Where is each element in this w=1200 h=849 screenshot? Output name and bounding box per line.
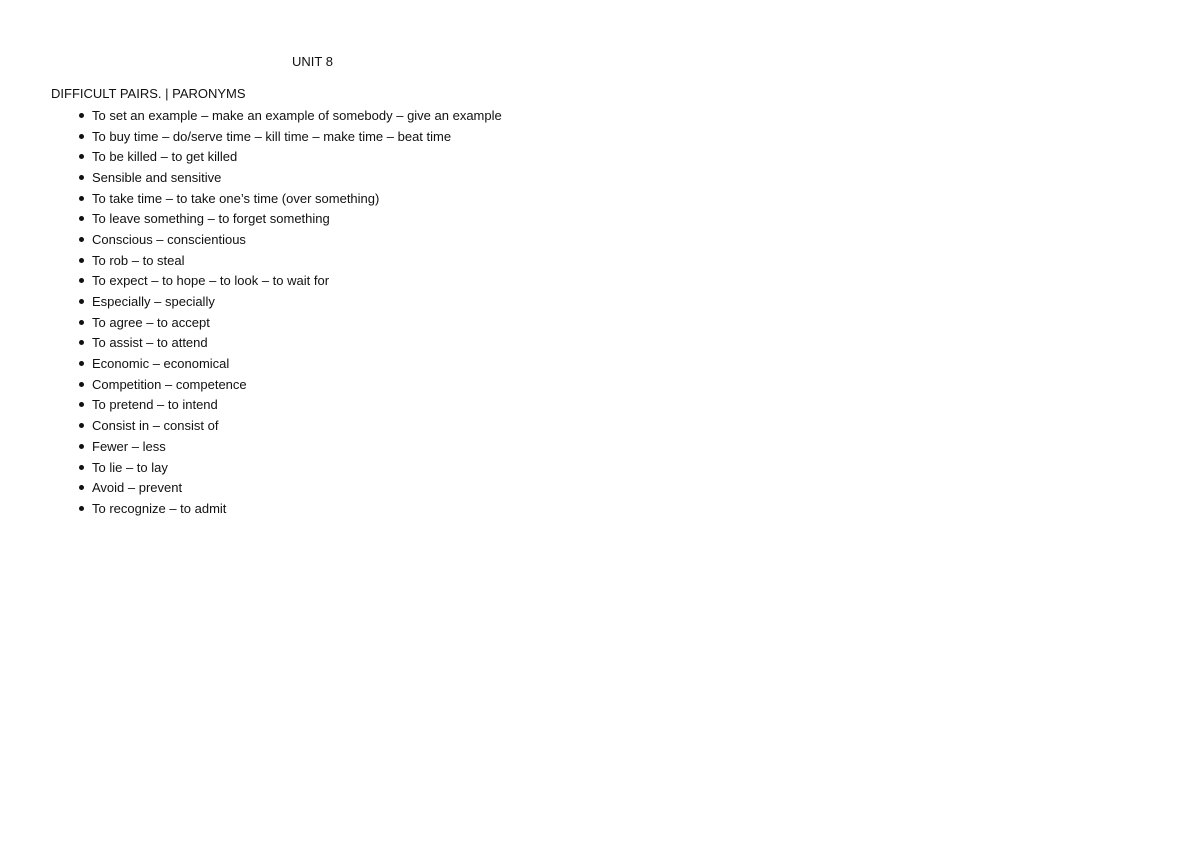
list-item [79, 333, 502, 354]
unit-title: UNIT 8 [292, 54, 333, 69]
list-item [79, 271, 502, 292]
list-item-text: Especially – specially [92, 294, 215, 310]
list-item-text: To be killed – to get killed [92, 149, 238, 165]
bullet-icon [79, 134, 84, 139]
bullet-icon [79, 299, 84, 304]
list-item-text: To rob – to steal [92, 252, 185, 268]
bullet-icon [79, 320, 84, 325]
list-item-text: To expect – to hope – to look – to wait for [92, 273, 330, 289]
list-item [79, 208, 502, 229]
list-item [79, 436, 502, 457]
list-item-text: To recognize – to admit [92, 500, 227, 516]
list-item-text: To set an example – make an example of somebody – give an example [92, 107, 502, 123]
list-item [79, 353, 502, 374]
section-heading: DIFFICULT PAIRS. | PARONYMS [51, 86, 246, 101]
bullet-icon [79, 258, 84, 263]
list-item-text: Consist in – consist of [92, 418, 219, 434]
bullet-icon [79, 485, 84, 490]
list-item [79, 415, 502, 436]
bullet-icon [79, 175, 84, 180]
list-item [79, 126, 502, 147]
bullet-icon [79, 154, 84, 159]
paronyms-list [79, 105, 502, 519]
list-item-text: To pretend – to intend [92, 397, 218, 413]
bullet-icon [79, 465, 84, 470]
bullet-icon [79, 278, 84, 283]
list-item-text: To leave something – to forget something [92, 211, 330, 227]
list-item-text: Avoid – prevent [92, 480, 183, 496]
bullet-icon [79, 113, 84, 118]
bullet-icon [79, 361, 84, 366]
list-item [79, 229, 502, 250]
list-item-text: To lie – to lay [92, 459, 168, 475]
bullet-icon [79, 196, 84, 201]
list-item-text: Economic – economical [92, 356, 230, 372]
bullet-icon [79, 402, 84, 407]
bullet-icon [79, 216, 84, 221]
list-item [79, 395, 502, 416]
list-item [79, 312, 502, 333]
bullet-icon [79, 340, 84, 345]
list-item [79, 457, 502, 478]
list-item [79, 105, 502, 126]
bullet-icon [79, 382, 84, 387]
list-item-text: To buy time – do/serve time – kill time – make time – beat time [92, 128, 452, 144]
list-item [79, 374, 502, 395]
list-item [79, 188, 502, 209]
list-item [79, 477, 502, 498]
list-item-text: Fewer – less [92, 438, 166, 454]
list-item [79, 167, 502, 188]
list-item [79, 250, 502, 271]
bullet-icon [79, 423, 84, 428]
list-item-text: To assist – to attend [92, 335, 208, 351]
list-item-text: To take time – to take one’s time (over something) [92, 190, 380, 206]
list-item-text: Competition – competence [92, 376, 247, 392]
list-item [79, 291, 502, 312]
bullet-icon [79, 237, 84, 242]
bullet-icon [79, 506, 84, 511]
list-item-text: Sensible and sensitive [92, 169, 222, 185]
list-item [79, 498, 502, 519]
list-item-text: Conscious – conscientious [92, 231, 246, 247]
list-item [79, 146, 502, 167]
list-item-text: To agree – to accept [92, 314, 210, 330]
bullet-icon [79, 444, 84, 449]
